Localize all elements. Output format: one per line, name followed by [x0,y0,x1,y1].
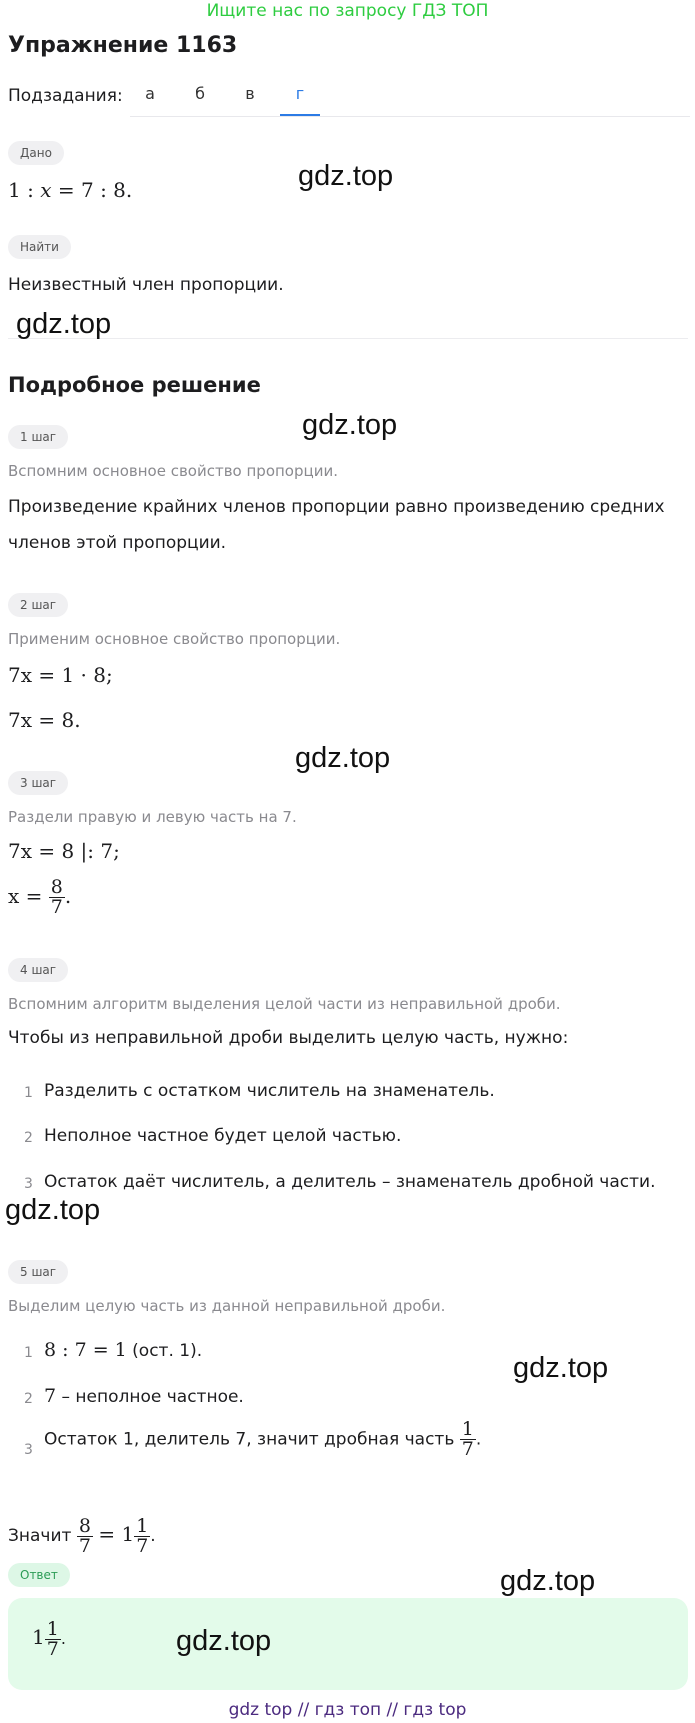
page-title: Упражнение 1163 [8,33,238,58]
step4-pill: 4 шаг [8,958,68,982]
subtask-tabs [130,82,690,117]
step3-result: x = $\frac{8}{7}$ . [8,876,72,918]
step5-hint: Выделим целую часть из данной неправильной дроби. [8,1297,446,1315]
watermark: gdz.top [513,1352,609,1384]
step2-pill: 2 шаг [8,593,68,617]
step5-item3-num: 3 [24,1442,33,1458]
watermark: gdz.top [5,1194,101,1226]
step1-line1: Произведение крайних членов пропорции равно произведению средних [8,497,665,517]
tab-b[interactable]: б [195,84,205,103]
conclusion: Значит $\frac{8}{7}$ = 1 $\frac{1}{7}$ . [8,1514,156,1557]
given-pill: Дано [8,141,64,165]
step4-intro: Чтобы из неправильной дроби выделить целую часть, нужно: [8,1028,569,1048]
step5-item1-num: 1 [24,1345,33,1361]
step1-pill: 1 шаг [8,425,68,449]
step4-hint: Вспомним алгоритм выделения целой части из неправильной дроби. [8,995,561,1013]
step5-item2-num: 2 [24,1391,33,1407]
watermark: gdz.top [298,160,394,192]
step4-item3: Остаток даёт числитель, а делитель – знаменатель дробной части. [44,1172,656,1192]
answer-pill: Ответ [8,1563,70,1587]
answer-box [8,1598,688,1690]
solution-title: Подробное решение [8,373,261,397]
step5-item3: Остаток 1, делитель 7, значит дробная часть $\frac{1}{7}$ . [44,1418,482,1460]
step3-eq1: 7x = 8 |: 7; [8,839,120,863]
step4-item1: Разделить с остатком числитель на знаменатель. [44,1081,495,1101]
footer: gdz top // гдз топ // гдз top [228,1700,467,1720]
tab-v[interactable]: в [245,84,255,103]
step1-hint: Вспомним основное свойство пропорции. [8,462,338,480]
find-text: Неизвестный член пропорции. [8,275,284,295]
step2-eq2: 7x = 8. [8,708,81,732]
watermark: gdz.top [176,1625,272,1657]
step4-item3-num: 3 [24,1176,33,1192]
step5-pill: 5 шаг [8,1260,68,1284]
search-banner: Ищите нас по запросу ГДЗ ТОП [206,1,489,21]
watermark: gdz.top [500,1565,596,1597]
given-proportion: 1 : x = 7 : 8. [8,178,133,202]
step5-item2: 7 – неполное частное. [44,1385,244,1407]
find-pill: Найти [8,235,71,259]
step4-item2-num: 2 [24,1130,33,1146]
step2-eq1: 7x = 1 · 8; [8,663,113,687]
answer-value: 1 $\frac{1}{7}$ . [32,1618,66,1660]
step3-pill: 3 шаг [8,771,68,795]
tab-a[interactable]: а [145,84,155,103]
step5-item1: 8 : 7 = 1 (ост. 1). [44,1339,203,1361]
tab-g[interactable]: г [280,84,320,116]
subtasks-label: Подзадания: [8,86,123,106]
watermark: gdz.top [295,742,391,774]
watermark: gdz.top [16,308,112,340]
step2-hint: Применим основное свойство пропорции. [8,630,341,648]
watermark: gdz.top [302,409,398,441]
step4-item2: Неполное частное будет целой частью. [44,1126,402,1146]
step1-line2: членов этой пропорции. [8,533,227,553]
step3-hint: Раздели правую и левую часть на 7. [8,808,297,826]
step4-item1-num: 1 [24,1085,33,1101]
